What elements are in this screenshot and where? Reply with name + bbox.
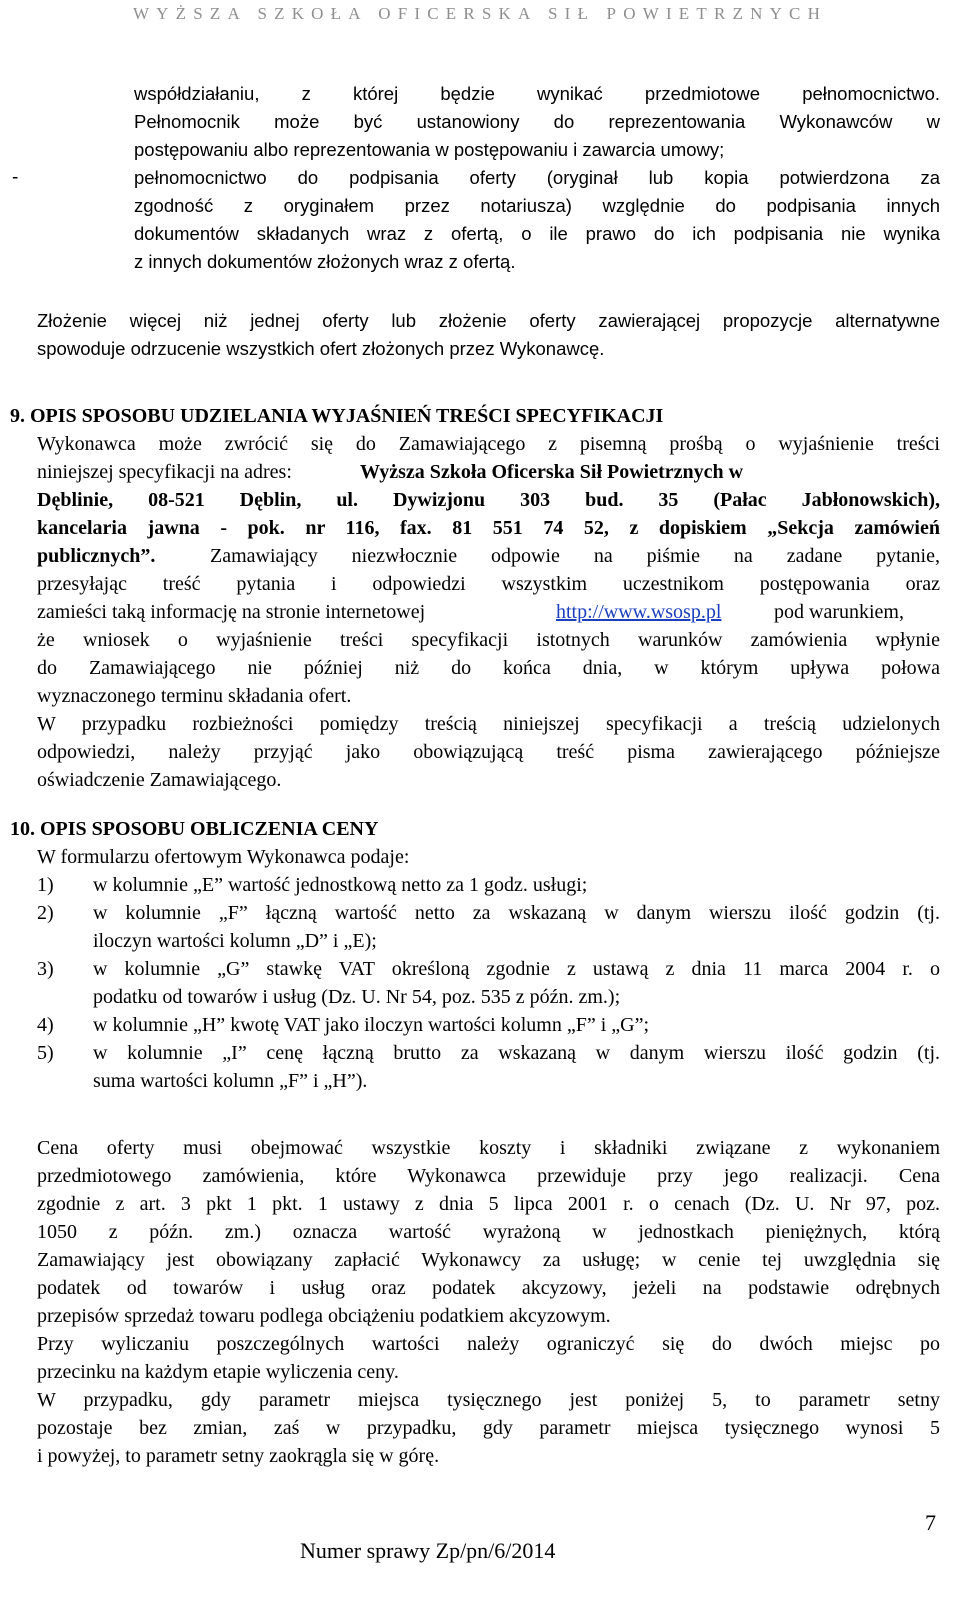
text-line: postępowaniu albo reprezentowania w postępowaniu i zawarcia umowy; [134,139,725,160]
paragraph-line: zgodnie z art. 3 pkt 1 pkt. 1 ustawy z dnia 5 lipca 2001 r. o cenach (Dz. U. Nr 97, poz. [37,1193,940,1215]
list-number: 4) [37,1014,54,1036]
s9-line: do Zamawiającego nie później niż do końca dnia, w którym upływa połowa [37,657,940,679]
section-9-heading: 9. OPIS SPOSOBU UDZIELANIA WYJAŚNIEŃ TREŚCI SPECYFIKACJI [10,405,664,427]
text-line: Pełnomocnik może być ustanowiony do reprezentowania Wykonawców w [134,111,940,132]
list-item-line: podatku od towarów i usług (Dz. U. Nr 54, poz. 535 z późn. zm.); [93,986,621,1008]
paragraph-line: Zamawiający jest obowiązany zapłacić Wykonawcy za usługę; w cenie tej uwzględnia się [37,1249,940,1271]
s9-line: przesyłając treść pytania i odpowiedzi wszystkim uczestnikom postępowania oraz [37,573,940,595]
s9-line: W przypadku rozbieżności pomiędzy treścią niniejszej specyfikacji a treścią udzielonych [37,713,940,735]
s9-address: kancelaria jawna - pok. nr 116, fax. 81 551 74 52, z dopiskiem „Sekcja zamówień [37,517,940,539]
case-number: Numer sprawy Zp/pn/6/2014 [300,1538,556,1563]
bullet-text-line: zgodność z oryginałem przez notariusza) względnie do podpisania innych [134,195,940,216]
s9-line: pod warunkiem, [774,601,904,623]
paragraph-line: i powyżej, to parametr setny zaokrągla się w górę. [37,1445,440,1467]
list-item-line: iloczyn wartości kolumn „D” i „E); [93,930,377,952]
section-10-heading: 10. OPIS SPOSOBU OBLICZENIA CENY [10,818,379,840]
paragraph-line: Cena oferty musi obejmować wszystkie koszty i składniki związane z wykonaniem [37,1137,940,1159]
list-number: 3) [37,958,54,980]
s9-address: Wyższa Szkoła Oficerska Sił Powietrznych w [360,461,744,483]
document-header: WYŻSZA SZKOŁA OFICERSKA SIŁ POWIETRZNYCH [132,4,828,23]
s9-line: wyznaczonego terminu składania ofert. [37,685,352,707]
s9-address: publicznych”. [37,545,156,567]
list-number: 5) [37,1042,54,1064]
list-item-line: w kolumnie „G” stawkę VAT określoną zgodnie z ustawą z dnia 11 marca 2004 r. o [93,958,940,980]
bullet-text-line: pełnomocnictwo do podpisania oferty (oryginał lub kopia potwierdzona za [134,167,940,188]
page-number: 7 [925,1510,936,1535]
list-item-line: w kolumnie „H” kwotę VAT jako iloczyn wartości kolumn „F” i „G”; [93,1014,650,1036]
s9-line: Wykonawca może zwrócić się do Zamawiającego z pisemną prośbą o wyjaśnienie treści [37,433,940,455]
bullet-text-line: z innych dokumentów złożonych wraz z ofertą. [134,251,516,272]
s9-line: zamieści taką informację na stronie internetowej [37,601,426,623]
paragraph-line: pozostaje bez zmian, zaś w przypadku, gdy parametr miejsca tysięcznego wynosi 5 [37,1417,940,1439]
bullet-text-line: dokumentów składanych wraz z ofertą, o ile prawo do ich podpisania nie wynika [134,223,940,244]
s10-intro: W formularzu ofertowym Wykonawca podaje: [37,846,410,868]
list-item-line: w kolumnie „E” wartość jednostkową netto za 1 godz. usługi; [93,874,588,896]
paragraph-line: Przy wyliczaniu poszczególnych wartości należy ograniczyć się do dwóch miejsc po [37,1333,940,1355]
paragraph-line: Złożenie więcej niż jednej oferty lub złożenie oferty zawierającej propozycje alternatywne [37,310,940,331]
bullet-dash: - [12,167,19,188]
paragraph-line: przepisów sprzedaż towaru podlega obciążeniu podatkiem akcyzowym. [37,1305,611,1327]
s9-line: Zamawiający niezwłocznie odpowie na piśmie na zadane pytanie, [210,545,940,567]
s9-line: że wniosek o wyjaśnienie treści specyfikacji istotnych warunków zamówienia wpłynie [37,629,940,651]
text-line: współdziałaniu, z której będzie wynikać przedmiotowe pełnomocnictwo. [134,83,940,104]
s9-line: odpowiedzi, należy przyjąć jako obowiązującą treść pisma zawierającego późniejsze [37,741,940,763]
s9-line: niniejszej specyfikacji na adres: [37,461,292,483]
website-link[interactable]: http://www.wsosp.pl [556,601,722,623]
paragraph-line: W przypadku, gdy parametr miejsca tysięcznego jest poniżej 5, to parametr setny [37,1389,940,1411]
paragraph-line: podatek od towarów i usług oraz podatek akcyzowy, jeżeli na podstawie odrębnych [37,1277,940,1299]
s9-line: oświadczenie Zamawiającego. [37,769,282,791]
list-number: 1) [37,874,54,896]
list-item-line: w kolumnie „I” cenę łączną brutto za wskazaną w danym wierszu ilość godzin (tj. [93,1042,940,1064]
list-number: 2) [37,902,54,924]
paragraph-line: przedmiotowego zamówienia, które Wykonawca przewiduje przy jego realizacji. Cena [37,1165,940,1187]
s9-address: Dęblinie, 08-521 Dęblin, ul. Dywizjonu 303 bud. 35 (Pałac Jabłonowskich), [37,489,940,511]
list-item-line: suma wartości kolumn „F” i „H”). [93,1070,368,1092]
paragraph-line: 1050 z późn. zm.) oznacza wartość wyrażoną w jednostkach pieniężnych, którą [37,1221,940,1243]
paragraph-line: przecinku na każdym etapie wyliczenia ceny. [37,1361,399,1383]
paragraph-line: spowoduje odrzucenie wszystkich ofert złożonych przez Wykonawcę. [37,338,605,359]
list-item-line: w kolumnie „F” łączną wartość netto za wskazaną w danym wierszu ilość godzin (tj. [93,902,940,924]
